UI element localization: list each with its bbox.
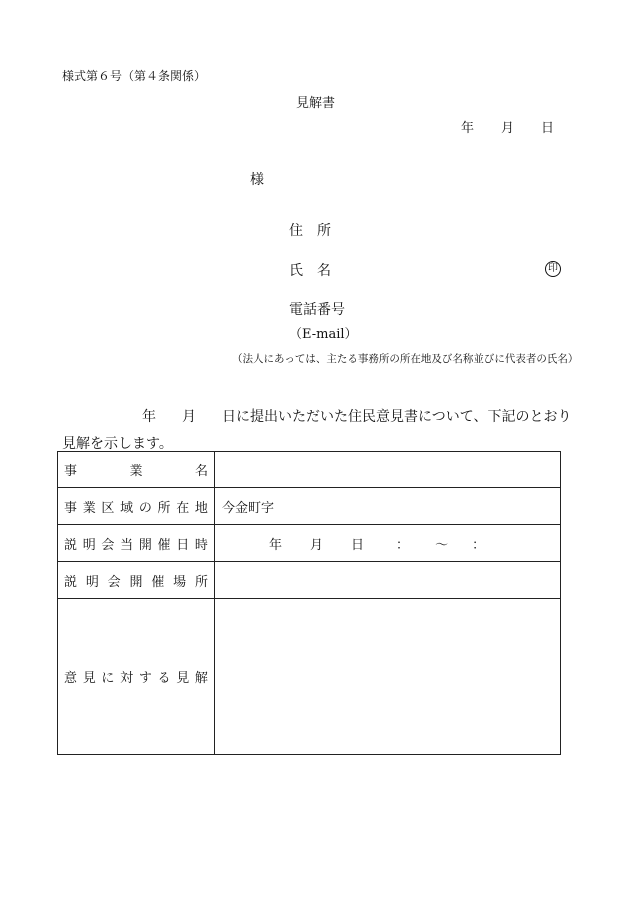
- lead-year-label: 年: [142, 409, 156, 425]
- lead-month-label: 月: [182, 409, 196, 425]
- row-label-meeting-place: [58, 562, 215, 599]
- table-row: [58, 452, 561, 488]
- spread-label: 事 業 区 域 の 所 在 地: [64, 500, 208, 516]
- meeting-place-value[interactable]: [215, 562, 561, 599]
- spread-label: 事 業 名: [64, 464, 208, 479]
- sender-name-label: 氏 名: [289, 263, 331, 279]
- opinion-form-table: [57, 451, 561, 755]
- corporation-note: （法人にあっては、主たる事務所の所在地及び名称並びに代表者の氏名）: [232, 353, 579, 365]
- meeting-year-label: 年: [269, 537, 283, 553]
- spread-label: 意 見 に 対 す る 見 解: [64, 671, 208, 686]
- sender-email-label: （E-mail）: [289, 327, 358, 342]
- row-label-business-name: [58, 452, 215, 488]
- date-day-label: 日: [541, 121, 555, 136]
- spread-label: 説 明 会 当 開 催 日 時: [64, 537, 208, 553]
- form-number: 様式第６号（第４条関係）: [62, 69, 207, 83]
- row-label-opinion-response: [58, 599, 215, 755]
- business-name-value[interactable]: [215, 452, 561, 488]
- table-row: [58, 599, 561, 755]
- opinion-response-value[interactable]: [215, 599, 561, 755]
- document-title: 見解書: [296, 96, 336, 111]
- row-label-meeting-datetime: [58, 525, 215, 562]
- sender-phone-label: 電話番号: [289, 302, 345, 318]
- table-row: [58, 488, 561, 525]
- addressee-suffix: 様: [250, 172, 264, 188]
- date-month-label: 月: [501, 121, 515, 136]
- table-row: [58, 562, 561, 599]
- meeting-month-label: 月: [310, 537, 324, 553]
- lead-paragraph: [62, 404, 574, 458]
- spread-label: 説 明 会 開 催 場 所: [64, 574, 208, 590]
- meeting-datetime-value[interactable]: [215, 525, 561, 562]
- lead-body-text: 日に提出いただいた住民意見書について、下記のとおり見解を示します。: [62, 409, 572, 452]
- meeting-time-tilde: ～: [435, 537, 449, 553]
- table-row: [58, 525, 561, 562]
- meeting-day-label: 日: [351, 537, 365, 553]
- sender-address-label: 住 所: [289, 223, 331, 239]
- meeting-time-colon-start: ：: [396, 537, 410, 553]
- datetime-fields: [215, 534, 560, 553]
- seal-mark: 印: [545, 261, 561, 277]
- meeting-time-colon-end: ：: [472, 537, 486, 553]
- date-year-label: 年: [461, 121, 475, 136]
- site-location-value[interactable]: 今金町字: [215, 488, 561, 525]
- row-label-site-location: [58, 488, 215, 525]
